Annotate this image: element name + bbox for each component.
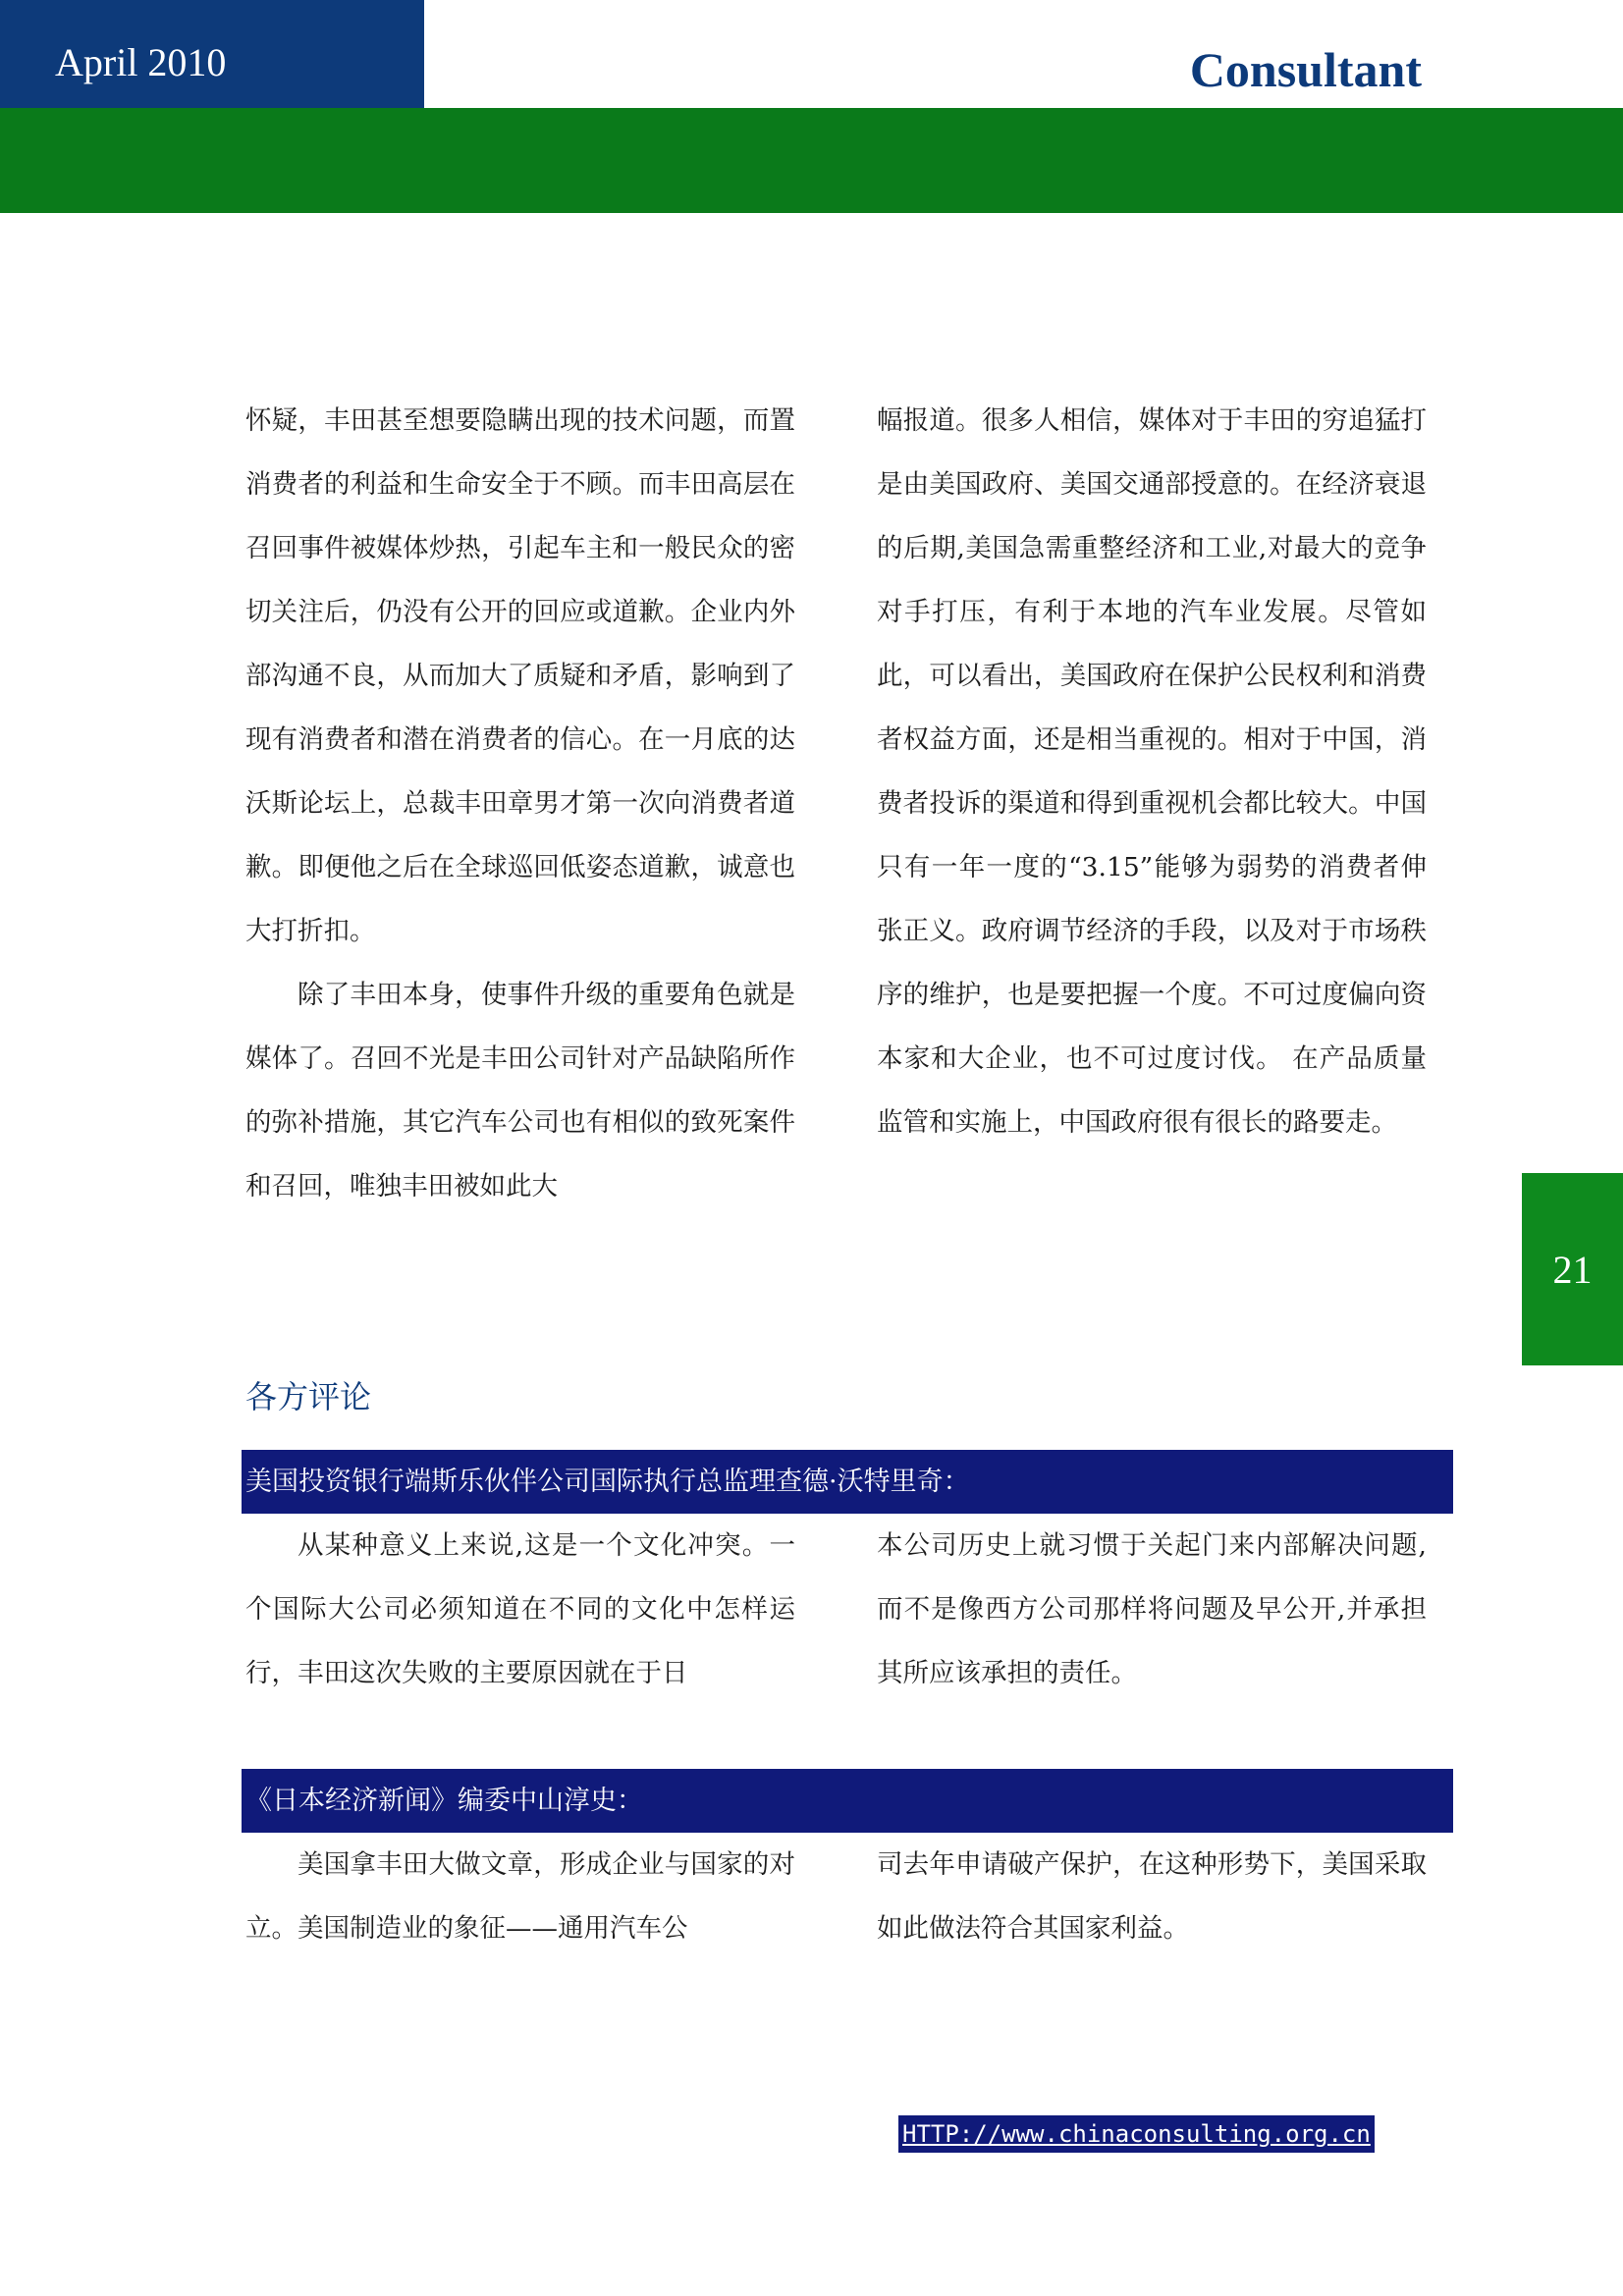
article-right-column [877, 389, 1427, 1154]
comment-right-column [877, 1514, 1427, 1705]
comment-text: 美国拿丰田大做文章，形成企业与国家的对立。美国制造业的象征——通用汽车公 [245, 1849, 795, 1944]
article-left-column [245, 389, 795, 1218]
comment-text: 本公司历史上就习惯于关起门来内部解决问题,而不是像西方公司那样将问题及早公开,并承担其所应该承担的责任。 [877, 1530, 1427, 1688]
comment-left-column [245, 1833, 795, 1960]
page-number: 21 [1552, 1247, 1593, 1292]
article-paragraph: 怀疑，丰田甚至想要隐瞒出现的技术问题，而置消费者的利益和生命安全于不顾。而丰田高层在召回事件被媒体炒热，引起车主和一般民众的密切关注后，仍没有公开的回应或道歉。企业内外部沟通不良，从而加大了质疑和矛盾，影响到了现有消费者和潜在消费者的信心。在一月底的达沃斯论坛上，总裁丰田章男才第一次向消费者道歉。即便他之后在全球巡回低姿态道歉，诚意也大打折扣。 [245, 405, 795, 946]
comment-left-column [245, 1514, 795, 1705]
article-paragraph: 除了丰田本身，使事件升级的重要角色就是媒体了。召回不光是丰田公司针对产品缺陷所作的弥补措施，其它汽车公司也有相似的致死案件和召回，唯独丰田被如此大 [245, 980, 795, 1201]
header-date: April 2010 [0, 0, 424, 108]
comment-right-column [877, 1833, 1427, 1960]
comment-text: 从某种意义上来说,这是一个文化冲突。一个国际大公司必须知道在不同的文化中怎样运行，丰田这次失败的主要原因就在于日 [245, 1530, 795, 1688]
footer-url-link[interactable]: HTTP://www.chinaconsulting.org.cn [898, 2115, 1375, 2153]
comment-text: 司去年申请破产保护，在这种形势下，美国采取如此做法符合其国家利益。 [877, 1849, 1427, 1944]
article-paragraph: 幅报道。很多人相信，媒体对于丰田的穷追猛打是由美国政府、美国交通部授意的。在经济衰退的后期,美国急需重整经济和工业,对最大的竞争对手打压，有利于本地的汽车业发展。尽管如此，可以看出，美国政府在保护公民权利和消费者权益方面，还是相当重视的。相对于中国，消费者投诉的渠道和得到重视机会都比较大。中国只有一年一度的“3.15”能够为弱势的消费者伸张正义。政府调节经济的手段，以及对于市场秩序的维护，也是要把握一个度。不可过度偏向资本家和大企业，也不可过度讨伐。 在产品质量监管和实施上，中国政府很有很长的路要走。 [877, 405, 1427, 1138]
magazine-title: Consultant [1189, 42, 1422, 97]
section-title: 各方评论 [245, 1378, 372, 1415]
header-green-band [0, 108, 1623, 213]
comment-speaker-bar: 《日本经济新闻》编委中山淳史： [242, 1769, 1453, 1833]
comment-speaker-bar: 美国投资银行端斯乐伙伴公司国际执行总监理查德·沃特里奇： [242, 1450, 1453, 1514]
page-number-tab [1522, 1173, 1623, 1365]
